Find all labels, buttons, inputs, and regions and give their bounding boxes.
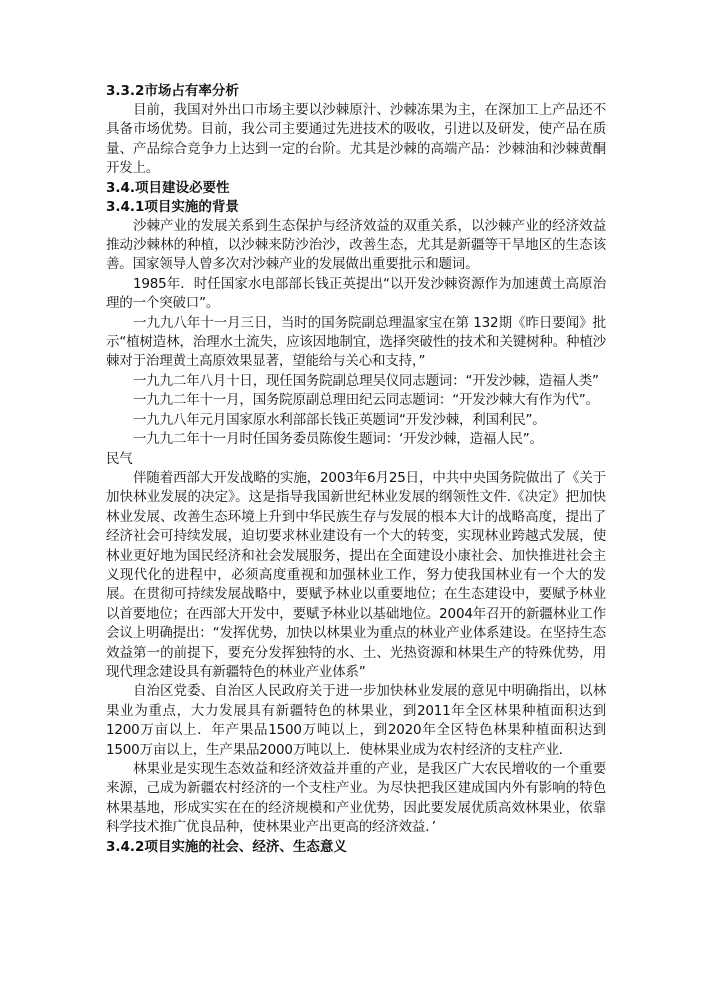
paragraph-1985: 1985年．时任国家水电部部长钱正英提出“以开发沙棘资源作为加速黄土高原治理的一个突破口”。 — [106, 275, 606, 312]
paragraph-1998-qianzhengying: 一九九八年元月国家原水利部部长钱正英题词“开发沙棘，利国利民”。 — [133, 411, 546, 428]
paragraph-minqi: 民气 — [106, 450, 133, 467]
paragraph-1992-wuyi: 一九九二年八月十日，现任国务院副总理吴仪同志题词：“开发沙棘，造福人类” — [133, 372, 599, 389]
paragraph-market-share: 目前，我国对外出口市场主要以沙棘原汁、沙棘冻果为主，在深加工上产品还不具备市场优势。目前，我公司主要通过先进技术的吸收，引进以及研发，使产品在质量、产品综合竞争力上达到一定的台阶。尤其是沙棘的高端产品：沙棘油和沙棘黄酮开发上。 — [106, 102, 606, 177]
section-heading-3-3-2: 3.3.2市场占有率分析 — [106, 83, 239, 99]
paragraph-western-development: 伴随着西部大开发战略的实施，2003年6月25日，中共中央国务院做出了《关于加快林业发展的决定》。这是指导我国新世纪林业发展的纲领性文件.《决定》把加快林业发展、改善生态环境上升到中华民族生存与发展的根本大计的战略高度，提出了经济社会可持续发展，迫切要求林业建设有一个大的转变，实现林业跨越式发展，使林业更好地为国民经济和社会发展服务，提出在全面建设小康社会、加快推进社会主义现代化的进程中，必须高度重视和加强林业工作，努力使我国林业有一个大的发展。在贯彻可持续发展战略中，要赋予林业以重要地位；在生态建设中，要赋予林业以首要地位；在西部大开发中，要赋予林业以基础地位。2004年召开的新疆林业工作会议上明确提出：“发挥优势，加快以林果业为重点的林业产业体系建设。在坚持生态效益第一的前提下，要充分发挥独特的水、土、光热资源和林果生产的特殊优势，用现代理念建设具有新疆特色的林业产业体系” — [106, 469, 606, 680]
document-page — [106, 82, 606, 857]
section-heading-3-4-1: 3.4.1项目实施的背景 — [106, 198, 239, 215]
paragraph-forest-fruit-industry: 林果业是实现生态效益和经济效益并重的产业，是我区广大农民增收的一个重要来源，己成为新疆农村经济的一个支柱产业。为尽快把我区建成国内外有影响的特色林果基地，形成实实在在的经济规模和产业优势，因此要发展优质高效林果业，依靠科学技术推广优良品种，使林果业产出更高的经济效益．’ — [106, 761, 606, 836]
section-heading-3-4: 3.4.项目建设必要性 — [106, 179, 230, 196]
paragraph-1992-chenjunsheng: 一九九二年十一月时任国务委员陈俊生题词：‘开发沙棘，造福人民”。 — [133, 431, 543, 448]
paragraph-1992-tianjiyun: 一九九二年十一月，国务院原副总理田纪云同志题词：“开发沙棘大有作为代”。 — [133, 392, 599, 409]
section-heading-3-4-2: 3.4.2项目实施的社会、经济、生态意义 — [106, 838, 347, 855]
paragraph-industry-background: 沙棘产业的发展关系到生态保护与经济效益的双重关系，以沙棘产业的经济效益推动沙棘林的种植，以沙棘来防沙治沙，改善生态，尤其是新疆等干旱地区的生态该善。国家领导人曾多次对沙棘产业的发展做出重要批示和题词。 — [106, 217, 606, 273]
paragraph-autonomous-region: 自治区党委、自治区人民政府关于进一步加快林业发展的意见中明确指出，以林果业为重点，大力发展具有新疆特色的林果业，到2011年全区林果种植面积达到1200万亩以上．年产果品1500万吨以上，到2020年全区特色林果种植面积达到1500万亩以上，生产果品2000万吨以上．使林果业成为农村经济的支柱产业． — [106, 683, 606, 758]
paragraph-1998-instruction: 一九九八年十一月三日，当时的国务院副总理温家宝在第 132期《昨日要闻》批示“植树造林，治理水土流失，应该因地制宜，选择突破性的技术和关键树种。种植沙棘对于治理黄土高原效果显著，望能给与关心和支持，” — [106, 314, 606, 370]
